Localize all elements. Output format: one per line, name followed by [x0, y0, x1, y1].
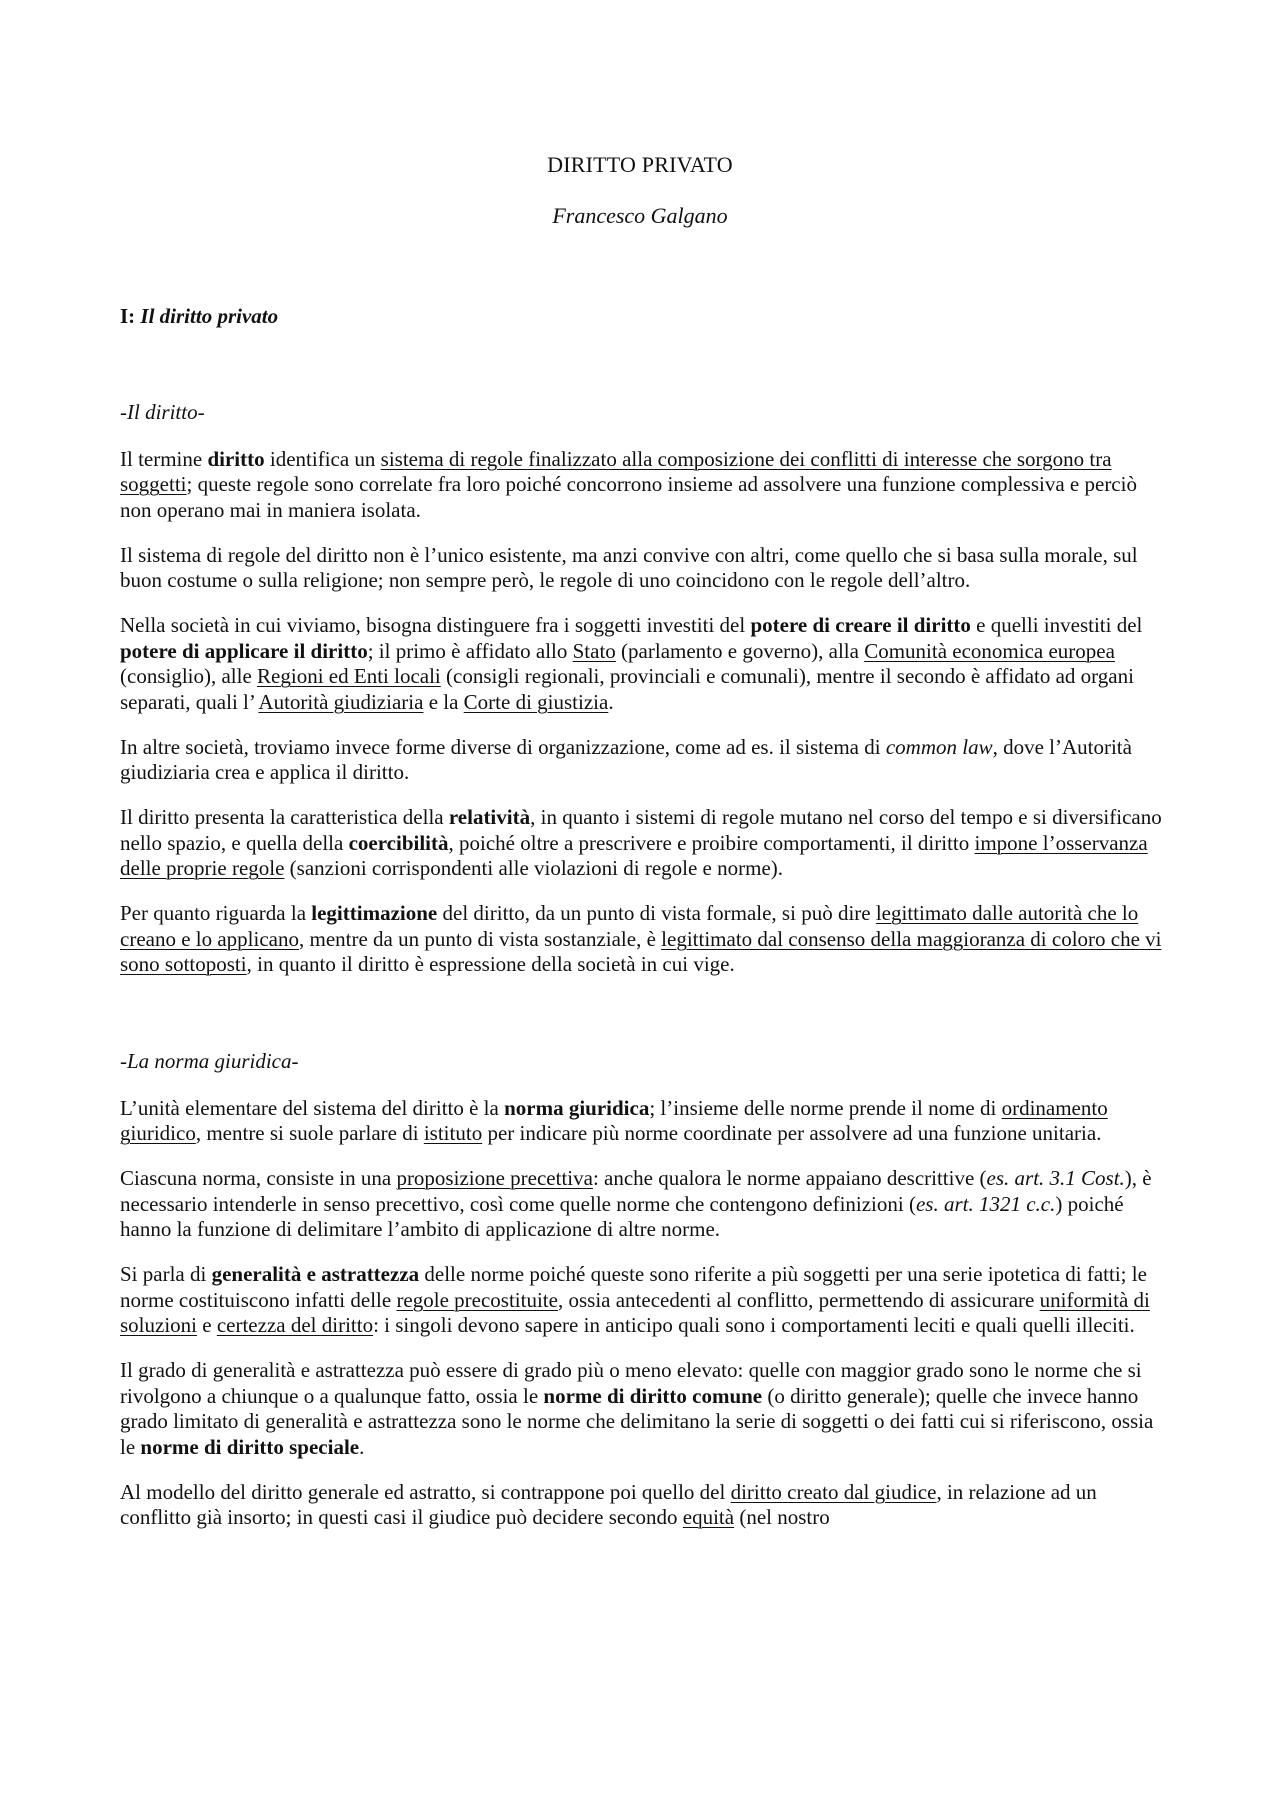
- text-run: In altre società, troviamo invece forme diverse di organizzazione, come ad es. il sistema di: [120, 734, 886, 759]
- text-run: Per quanto riguarda la: [120, 901, 312, 925]
- text-run: , in relazione ad un conflitto già insorto; in questi casi il giudice può decidere secondo: [120, 1479, 1097, 1529]
- text-run: (nel nostro: [734, 1505, 830, 1529]
- text-run: delle norme poiché queste sono riferite a più soggetti per una serie ipotetica di fatti; le norme costituiscono infatti delle: [120, 1262, 1147, 1312]
- underlined-phrase: istituto: [423, 1121, 483, 1145]
- bold-term: norme di diritto speciale: [140, 1434, 360, 1459]
- underlined-phrase: sistema di regole finalizzato alla composizione dei conflitti di interesse che sorgono tra soggetti: [120, 446, 1112, 496]
- text-run: : i singoli devono sapere in anticipo quali sono i comportamenti leciti e quali quelli illeciti.: [373, 1313, 1135, 1337]
- chapter-number: I:: [120, 304, 136, 328]
- underlined-phrase: legittimato dalle autorità che lo creano e lo applicano: [120, 901, 1139, 951]
- text-run: Si parla di: [120, 1262, 212, 1286]
- paragraph: [120, 805, 1165, 882]
- text-run: Nella società in cui viviamo, bisogna distinguere fra i soggetti investiti del: [120, 613, 751, 637]
- text-run: (consiglio), alle: [120, 664, 258, 688]
- text-run: ; queste regole sono correlate fra loro poiché concorrono insieme ad assolvere una funzione complessiva e perciò non operano mai in maniera isolata.: [120, 472, 1137, 522]
- text-run: ; l’insieme delle norme prende il nome di: [649, 1095, 1002, 1120]
- text-run: (sanzioni corrispondenti alle violazioni di regole e norme).: [284, 856, 784, 880]
- text-run: Il sistema di regole del diritto non è l’unico esistente, ma anzi convive con altri, come quello che si basa sulla morale, sul buon costume o sulla religione; non sempre però, le regole di uno coincidono con le regole dell’altro.: [120, 542, 1138, 592]
- paragraph: [120, 901, 1165, 978]
- text-run: , ossia antecedenti al conflitto, permettendo di assicurare: [557, 1287, 1040, 1312]
- paragraph: [120, 1262, 1165, 1339]
- text-run: Il termine: [120, 446, 208, 471]
- section-norma-giuridica: [120, 1049, 1165, 1531]
- section-heading: -La norma giuridica-: [120, 1049, 299, 1073]
- text-run: , mentre da un punto di vista sostanziale, è: [299, 926, 662, 951]
- paragraph: [120, 1166, 1165, 1243]
- underlined-phrase: regole precostituite: [396, 1287, 558, 1312]
- text-run: , poiché oltre a prescrivere e proibire comportamenti, il diritto: [448, 830, 975, 855]
- text-run: Ciascuna norma, consiste in una: [120, 1166, 397, 1190]
- text-run: Il diritto presenta la caratteristica della: [120, 805, 449, 829]
- underlined-phrase: Comunità economica europea: [864, 638, 1115, 663]
- text-run: , dove l’Autorità giudiziaria crea e applica il diritto.: [120, 734, 1132, 784]
- text-run: e: [197, 1313, 217, 1337]
- bold-term: relatività: [448, 805, 531, 829]
- paragraph: [120, 735, 1165, 786]
- text-run: (consigli regionali, provinciali e comunali), mentre il secondo è affidato ad organi separati, quali l’: [120, 664, 1134, 714]
- text-run: identifica un: [264, 446, 381, 471]
- chapter-heading: [120, 303, 278, 329]
- bold-term: coercibilità: [348, 830, 449, 855]
- text-run: ), è necessario intenderle in senso precettivo, così come quelle norme che contengono definizioni (: [120, 1166, 1152, 1216]
- bold-term: norme di diritto comune: [543, 1383, 763, 1408]
- underlined-phrase: equità: [682, 1505, 735, 1529]
- italic-term: es. art. 1321 c.c.: [915, 1191, 1056, 1216]
- underlined-phrase: uniformità di soluzioni: [120, 1287, 1150, 1337]
- paragraph: [120, 447, 1165, 524]
- underlined-phrase: certezza del diritto: [216, 1313, 374, 1337]
- text-run: (parlamento e governo), alla: [615, 638, 865, 663]
- text-run: Al modello del diritto generale ed astratto, si contrappone poi quello del: [120, 1479, 731, 1504]
- bold-term: potere di creare il diritto: [750, 613, 971, 637]
- section-heading: -Il diritto-: [120, 400, 205, 424]
- underlined-phrase: impone l’osservanza delle proprie regole: [120, 830, 1148, 880]
- chapter-name: Il diritto privato: [140, 304, 279, 328]
- underlined-phrase: proposizione precettiva: [396, 1166, 593, 1190]
- text-run: , in quanto il diritto è espressione della società in cui vige.: [246, 952, 735, 976]
- text-run: : anche qualora le norme appaiano descrittive (: [592, 1166, 987, 1190]
- text-run: del diritto, da un punto di vista formale, si può dire: [437, 901, 876, 925]
- italic-term: common law: [885, 734, 993, 759]
- text-run: per indicare più norme coordinate per assolvere ad una funzione unitaria.: [482, 1121, 1102, 1145]
- text-run: e la: [423, 689, 464, 714]
- bold-term: legittimazione: [311, 901, 438, 925]
- bold-term: potere di applicare il diritto: [120, 638, 368, 663]
- underlined-phrase: Regioni ed Enti locali: [257, 664, 441, 688]
- text-run: (o diritto generale); quelle che invece hanno grado limitato di generalità e astrattezza sono le norme che delimitano la serie di soggetti o dei fatti cui si riferiscono, ossia le: [120, 1383, 1154, 1459]
- text-run: e quelli investiti del: [970, 613, 1143, 637]
- paragraph: [120, 1358, 1165, 1460]
- bold-term: diritto: [207, 446, 265, 471]
- section-gap: [120, 997, 1165, 1049]
- italic-term: es. art. 3.1 Cost.: [986, 1166, 1125, 1190]
- document-author: Francesco Galgano: [552, 203, 728, 228]
- paragraph: [120, 613, 1165, 715]
- paragraph: [120, 1096, 1165, 1147]
- text-run: L’unità elementare del sistema del diritto è la: [120, 1095, 505, 1120]
- text-run: ) poiché hanno la funzione di delimitare l’ambito di applicazione di altre norme.: [120, 1191, 1124, 1241]
- text-run: ; il primo è affidato allo: [367, 638, 573, 663]
- paragraph: [120, 1480, 1165, 1531]
- underlined-phrase: Autorità giudiziaria: [258, 689, 424, 714]
- document-title: DIRITTO PRIVATO: [547, 152, 733, 177]
- underlined-phrase: legittimato dal consenso della maggioranza di coloro che vi sono sottoposti: [120, 926, 1162, 976]
- text-run: Il grado di generalità e astrattezza può essere di grado più o meno elevato: quelle con maggior grado sono le norme che si rivolgono a chiunque o a qualunque fatto, ossia le: [120, 1358, 1142, 1408]
- section-diritto: [120, 400, 1165, 978]
- underlined-phrase: ordinamento giuridico: [120, 1095, 1108, 1145]
- text-run: , mentre si suole parlare di: [195, 1121, 424, 1145]
- paragraph: [120, 543, 1165, 594]
- underlined-phrase: Stato: [572, 638, 616, 663]
- text-run: .: [359, 1434, 365, 1459]
- underlined-phrase: diritto creato dal giudice: [730, 1479, 937, 1504]
- underlined-phrase: Corte di giustizia: [463, 689, 609, 714]
- text-run: , in quanto i sistemi di regole mutano nel corso del tempo e si diversificano nello spazio, e quella della: [120, 805, 1162, 855]
- bold-term: norma giuridica: [504, 1095, 650, 1120]
- bold-term: generalità e astrattezza: [211, 1262, 420, 1286]
- document-body: [120, 400, 1165, 1550]
- text-run: .: [608, 689, 614, 714]
